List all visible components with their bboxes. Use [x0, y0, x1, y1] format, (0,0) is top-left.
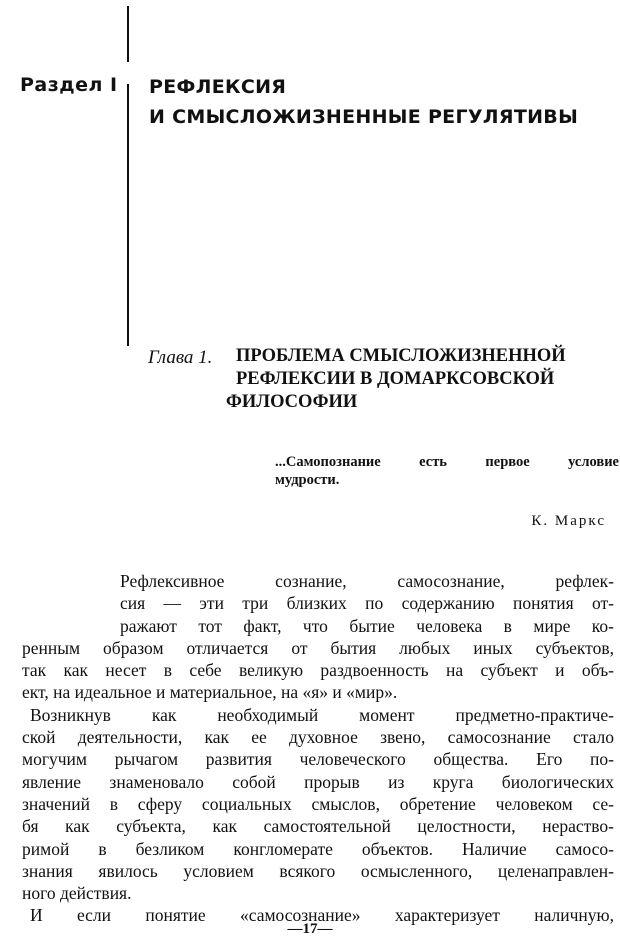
section-label: Раздел I [20, 74, 118, 96]
body-line: ской деятельности, как ее духовное звено, самосознание стало [22, 727, 614, 748]
vertical-rule [127, 84, 129, 346]
body-line: римой в безликом конгломерате объектов. Наличие самосо- [22, 838, 614, 859]
body-line: бя как субъекта, как самостоятельной целостности, нераство- [22, 816, 614, 837]
body-line: И если понятие «самосознание» характеризует наличную, [30, 905, 614, 926]
epigraph-line: мудрости. [275, 472, 340, 488]
section-title [149, 72, 578, 132]
chapter-title-line: ПРОБЛЕМА СМЫСЛОЖИЗНЕННОЙ [236, 346, 566, 366]
body-line: сия — эти три близких по содержанию понятия от- [120, 593, 614, 614]
body-line: ного действия. [22, 883, 132, 904]
body-text [22, 570, 614, 927]
section-title-line: И СМЫСЛОЖИЗНЕННЫЕ РЕГУЛЯТИВЫ [149, 106, 579, 128]
epigraph-author: К. Маркс [531, 513, 606, 529]
chapter-label: Глава 1. [148, 347, 213, 368]
body-line: ражают тот факт, что бытие человека в мире ко- [120, 615, 614, 636]
page-number: —17— [287, 921, 333, 937]
chapter-title-line: ФИЛОСОФИИ [226, 392, 358, 412]
epigraph [275, 453, 619, 489]
epigraph-line: ...Самопознание есть первое условие [275, 454, 619, 470]
vertical-rule-top [127, 6, 129, 62]
body-line: могучим рычагом развития человеческого общества. Его по- [22, 749, 614, 770]
body-line: так как несет в себе великую раздвоенность на субъект и объ- [22, 660, 614, 681]
chapter-title [226, 345, 566, 414]
body-line: Возникнув как необходимый момент предметно-практиче- [30, 704, 614, 725]
chapter-title-line: РЕФЛЕКСИИ В ДОМАРКСОВСКОЙ [236, 369, 555, 389]
body-line: знания явилось условием всякого осмысленного, целенаправлен- [22, 860, 614, 881]
body-line: ренным образом отличается от бытия любых иных субъектов, [22, 637, 614, 658]
body-line: Рефлексивное сознание, самосознание, рефлек- [120, 571, 614, 591]
body-line: ект, на идеальное и материальное, на «я» и «мир». [22, 682, 398, 703]
body-line: явление знаменовало собой прорыв из круга биологических [22, 771, 614, 792]
body-line: значений в сферу социальных смыслов, обретение человеком се- [22, 793, 614, 814]
section-title-line: РЕФЛЕКСИЯ [149, 76, 287, 98]
